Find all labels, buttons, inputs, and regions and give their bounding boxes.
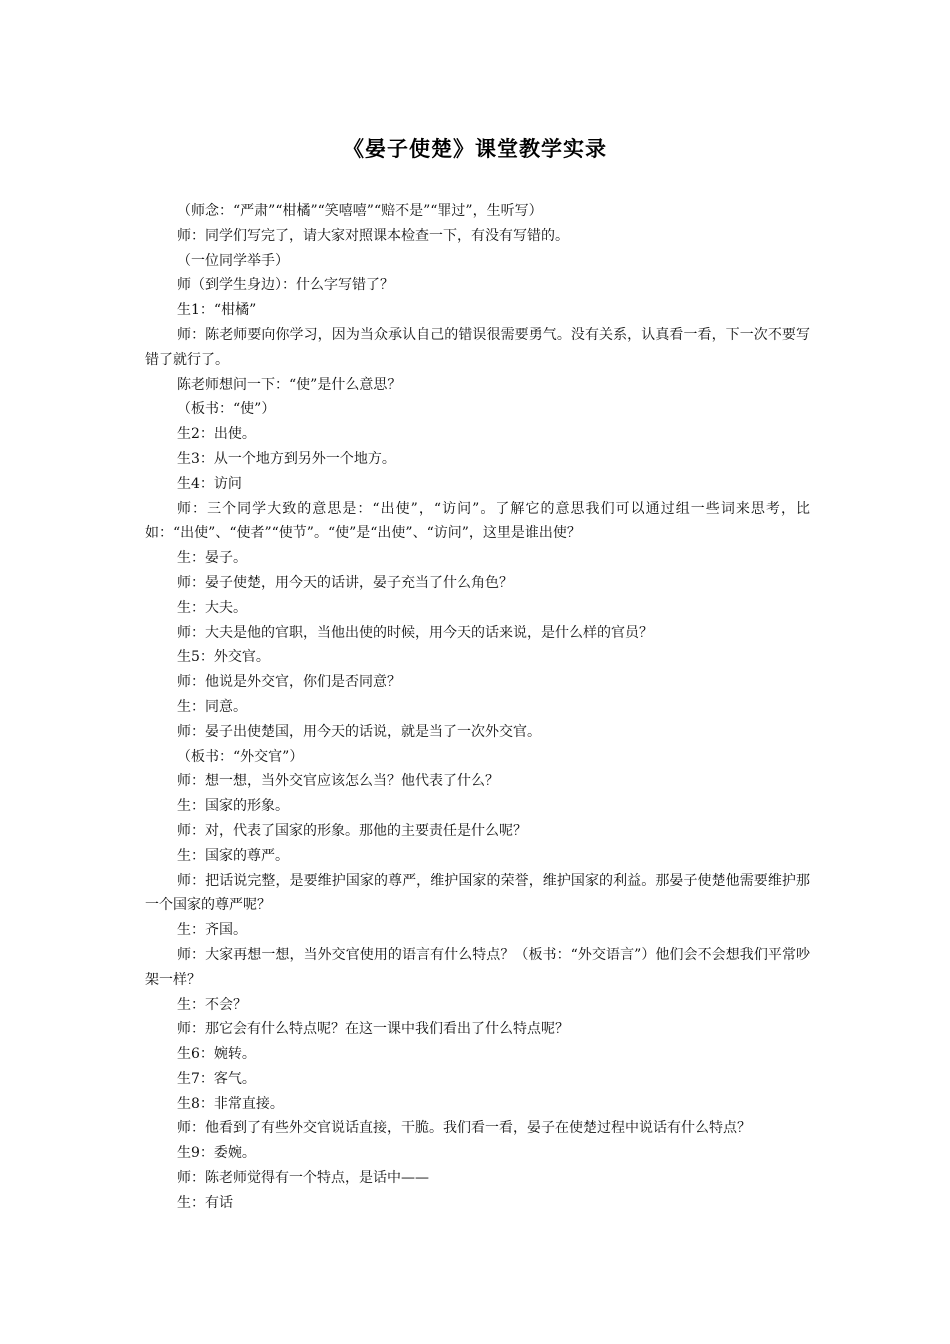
paragraph: 生7：客气。	[177, 1070, 256, 1087]
paragraph: （师念：“严肃”“柑橘”“笑嘻嘻”“赔不是”“罪过”，生听写）	[177, 203, 543, 219]
paragraph: 师：陈老师要向你学习，因为当众承认自己的错误很需要勇气。没有关系，认真看一看，下一次不要写错了就行了。	[145, 326, 810, 368]
paragraph: 师：他看到了有些外交官说话直接，干脆。我们看一看，晏子在使楚过程中说话有什么特点？	[177, 1120, 751, 1137]
paragraph: 生9：委婉。	[177, 1145, 256, 1162]
paragraph: 师：对，代表了国家的形象。那他的主要责任是什么呢？	[177, 822, 527, 839]
document-title: 《晏子使楚》课堂教学实录	[343, 137, 607, 161]
paragraph: 生2：出使。	[177, 426, 256, 443]
paragraph: 师（到学生身边）：什么字写错了？	[177, 277, 394, 294]
paragraph: 生3：从一个地方到另外一个地方。	[177, 450, 396, 467]
paragraph: （板书：“外交官”）	[177, 748, 304, 765]
paragraph: 师：同学们写完了，请大家对照课本检查一下，有没有写错的。	[177, 227, 569, 244]
paragraph: 师：想一想，当外交官应该怎么当？他代表了什么？	[177, 773, 499, 790]
paragraph: 师：把话说完整，是要维护国家的尊严，维护国家的荣誉，维护国家的利益。那晏子使楚他需要维护那一个国家的尊严呢？	[145, 872, 810, 914]
paragraph: 师：陈老师觉得有一个特点，是话中——	[177, 1170, 429, 1187]
paragraph: 师：晏子使楚，用今天的话讲，晏子充当了什么角色？	[177, 574, 513, 591]
paragraph: 师：三个同学大致的意思是：“出使”，“访问”。了解它的意思我们可以通过组一些词来思考，比如：“出使”、“使者”“使节”。“使”是“出使”、“访问”，这里是谁出使？	[145, 500, 810, 542]
paragraph: 师：大家再想一想，当外交官使用的语言有什么特点？（板书：“外交语言”）他们会不会想我们平常吵架一样？	[145, 946, 810, 988]
paragraph: 生5：外交官。	[177, 649, 270, 666]
paragraph: 生：国家的尊严。	[177, 847, 289, 864]
paragraph: （板书：“使”）	[177, 401, 276, 418]
paragraph: 生：晏子。	[177, 550, 247, 567]
paragraph: （一位同学举手）	[177, 252, 289, 269]
paragraph: 陈老师想问一下：“使”是什么意思？	[177, 376, 402, 393]
paragraph: 生6：婉转。	[177, 1046, 256, 1063]
paragraph: 生：有话	[177, 1194, 233, 1211]
paragraph: 师：他说是外交官，你们是否同意？	[177, 674, 401, 691]
paragraph: 生：大夫。	[177, 599, 247, 616]
paragraph: 生：不会？	[177, 996, 247, 1013]
paragraph: 师：那它会有什么特点呢？在这一课中我们看出了什么特点呢？	[177, 1021, 569, 1038]
paragraph: 生4：访问	[177, 475, 242, 492]
document-body	[145, 199, 810, 1216]
paragraph: 师：晏子出使楚国，用今天的话说，就是当了一次外交官。	[177, 723, 541, 740]
paragraph: 师：大夫是他的官职，当他出使的时候，用今天的话来说，是什么样的官员？	[177, 624, 653, 641]
paragraph: 生：同意。	[177, 698, 247, 715]
paragraph: 生：齐国。	[177, 922, 247, 939]
paragraph: 生1：“柑橘”	[177, 302, 257, 319]
paragraph: 生：国家的形象。	[177, 798, 289, 815]
paragraph: 生8：非常直接。	[177, 1095, 284, 1112]
